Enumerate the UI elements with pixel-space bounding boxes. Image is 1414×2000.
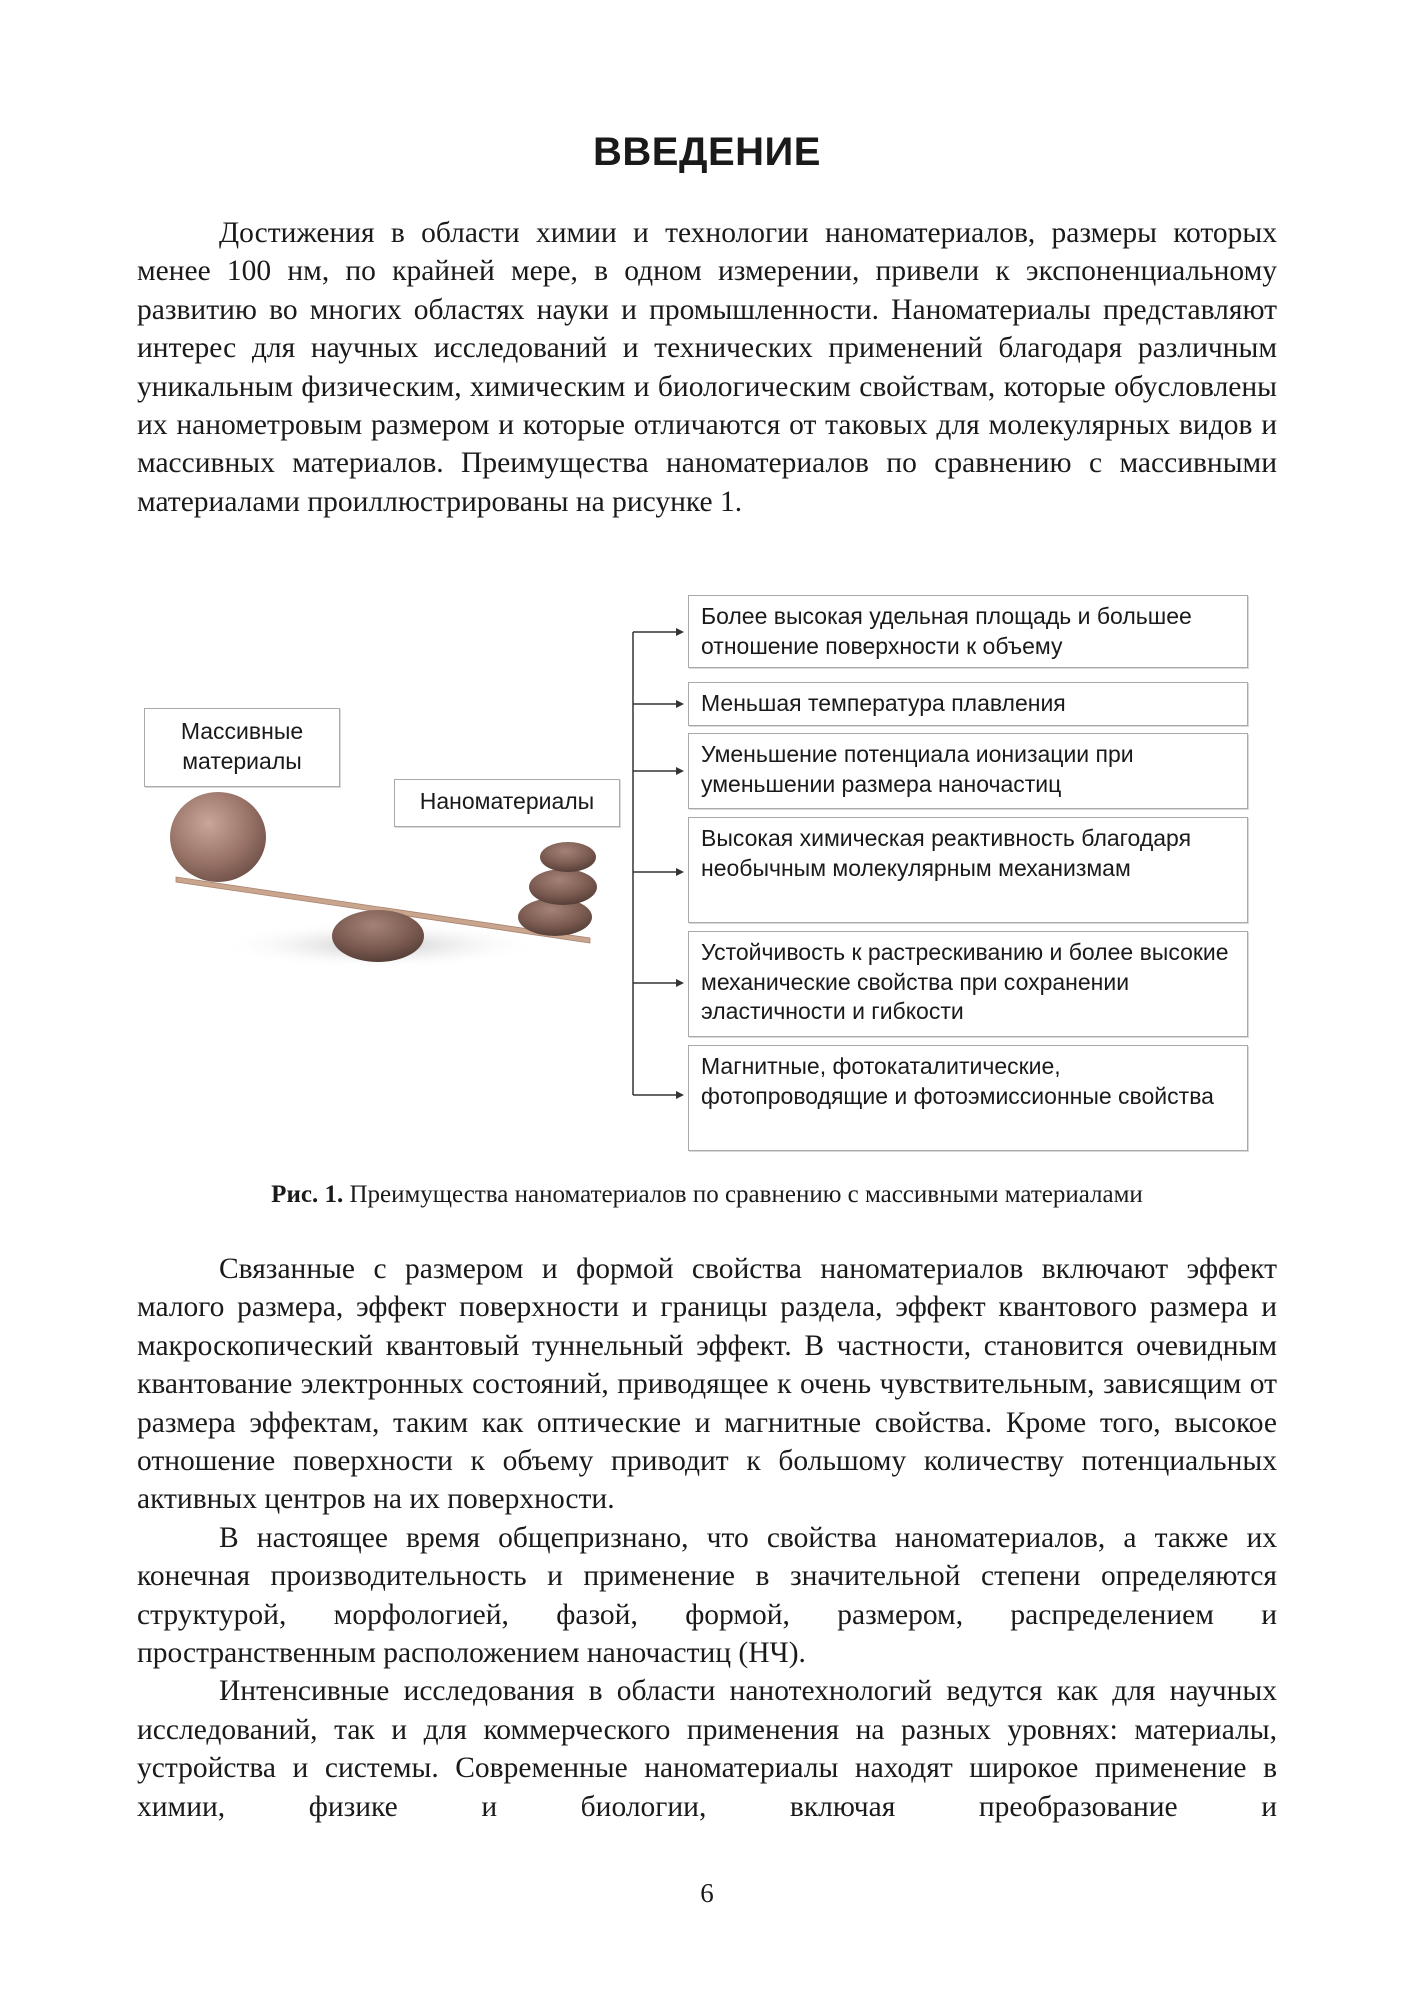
caption-label: Рис. 1. bbox=[271, 1181, 344, 1208]
nanomaterials-label: Наноматериалы bbox=[394, 779, 620, 827]
nano-stone-2 bbox=[529, 869, 597, 905]
figure-1 bbox=[0, 585, 1414, 1165]
body-text bbox=[137, 1250, 1277, 1826]
figure-caption bbox=[0, 1180, 1414, 1210]
bulk-materials-label: Массивные материалы bbox=[144, 708, 340, 787]
body-paragraph: Интенсивные исследования в области нанотехнологий ведутся как для научных исследований, так и для коммерческого применения на разных уровнях: материалы, устройства и системы. Современные наноматериалы находят широкое применение в химии, физике и биологии, включая преобразование и bbox=[137, 1675, 1277, 1823]
page-title: ВВЕДЕНИЕ bbox=[593, 130, 821, 174]
advantage-box-2: Меньшая температура плавления bbox=[688, 682, 1248, 726]
bulk-stone bbox=[170, 792, 266, 882]
advantage-box-1: Более высокая удельная площадь и большее отношение поверхности к объему bbox=[688, 595, 1248, 668]
connector-lines bbox=[633, 628, 684, 1099]
caption-text: Преимущества наноматериалов по сравнению с массивными материалами bbox=[349, 1181, 1143, 1208]
body-paragraph: В настоящее время общепризнано, что свойства наноматериалов, а также их конечная производительность и применение в значительной степени определяются структурой, морфологией, фазой, формой, размером, распределением и пространственным расположением наночастиц (НЧ). bbox=[137, 1521, 1277, 1670]
advantage-box-6: Магнитные, фотокаталитические, фотопроводящие и фотоэмиссионные свойства bbox=[688, 1045, 1248, 1151]
intro-paragraph: Достижения в области химии и технологии наноматериалов, размеры которых менее 100 нм, по крайней мере, в одном измерении, привели к экспоненциальному развитию во многих областях науки и промышленности. Наноматериалы представляют интерес для научных исследований и технических применений благодаря различным уникальным физическим, химическим и биологическим свойствам, которые обусловлены их нанометровым размером и которые отличаются от таковых для молекулярных видов и массивных материалов. Преимущества наноматериалов по сравнению с массивными материалами проиллюстрированы на рисунке 1. bbox=[137, 217, 1277, 518]
advantage-box-5: Устойчивость к растрескиванию и более высокие механические свойства при сохранении эластичности и гибкости bbox=[688, 931, 1248, 1037]
advantage-box-3: Уменьшение потенциала ионизации при уменьшении размера наночастиц bbox=[688, 733, 1248, 809]
advantage-box-4: Высокая химическая реактивность благодаря необычным молекулярным механизмам bbox=[688, 817, 1248, 923]
body-paragraph: Связанные с размером и формой свойства наноматериалов включают эффект малого размера, эффект поверхности и границы раздела, эффект квантового размера и макроскопический квантовый туннельный эффект. В частности, становится очевидным квантование электронных состояний, приводящее к очень чувствительным, зависящим от размера эффектам, таким как оптические и магнитные свойства. Кроме того, высокое отношение поверхности к объему приводит к большому количеству потенциальных активных центров на их поверхности. bbox=[137, 1253, 1277, 1516]
fulcrum-stone bbox=[332, 910, 424, 962]
page-number: 6 bbox=[700, 1878, 714, 1908]
intro-text bbox=[137, 214, 1277, 521]
nano-stone-1 bbox=[540, 842, 596, 872]
